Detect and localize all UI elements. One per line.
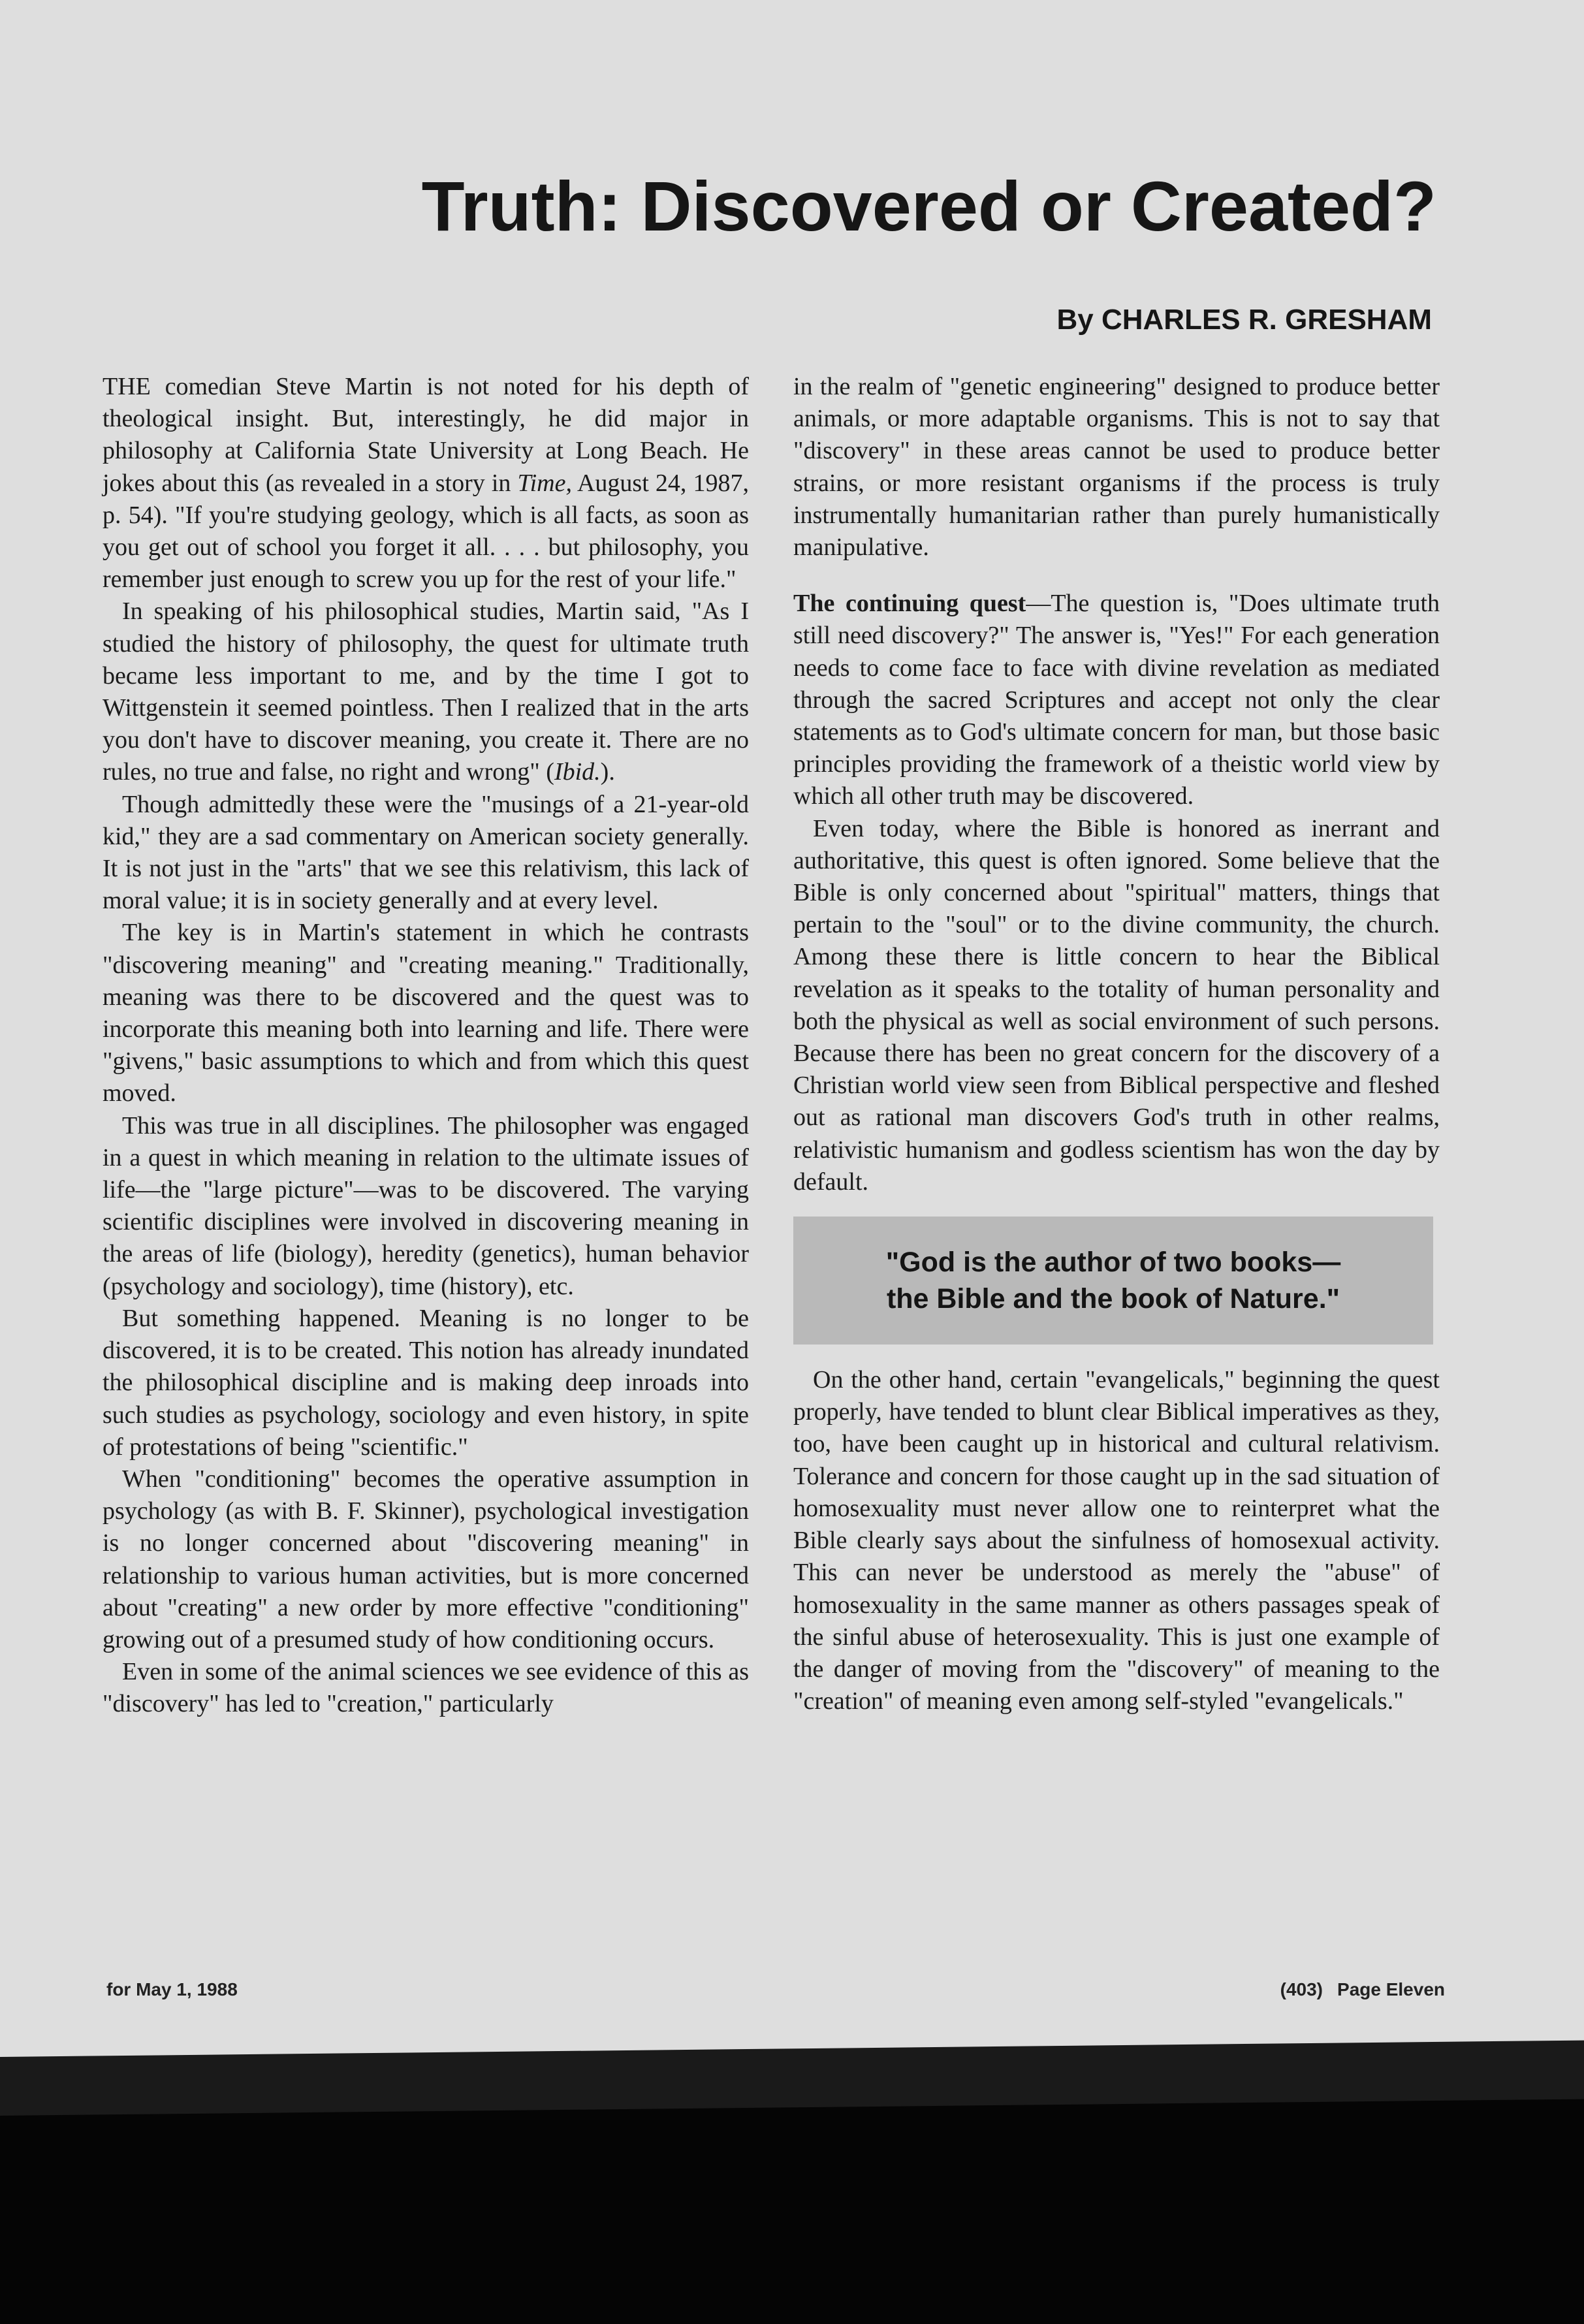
left-column: [103, 371, 749, 1721]
page-number: [1110, 1979, 1445, 2001]
paragraph: Though admittedly these were the "musings of a 21-year-old kid," they are a sad commentary on American society generally. It is not just in the "arts" that we see this relativism, this lack of moral value; it is in society generally and at every level.: [103, 790, 749, 915]
paragraph: Even today, where the Bible is honored as inerrant and authoritative, this quest is often ignored. Some believe that the Bible is only concerned about "spiritual" matters, things that pertain to the "soul" or to the divine community, the church. Among these there is little concern to hear the Biblical revelation as it speaks to the totality of human personality and both the physical as well as social environment of such persons. Because there has been no great concern for the discovery of a Christian world view seen from Biblical perspective and fleshed out as rational man discovers God's truth in other realms, relativistic humanism and godless scientism has won the day by default.: [793, 814, 1440, 1196]
pull-quote-text: "God is the author of two books—the Bible and the book of Nature.": [885, 1247, 1341, 1315]
pull-quote: [793, 1217, 1433, 1345]
paragraph: In speaking of his philosophical studies, Martin said, "As I studied the history of philosophy, the quest for ultimate truth became less important to me, and by the time I got to Wittgenstein it seemed pointless. Then I realized that in the arts you don't have to discover meaning, you create it. There are no rules, no true and false, no right and wrong" (Ibid.).: [103, 597, 749, 786]
paragraph: When "conditioning" becomes the operative assumption in psychology (as with B. F. Skinner), psychological investigation is no longer concerned about "discovering meaning" in relationship to various human activities, but is more concerned about "creating" a new order by more effective "conditioning" growing out of a presumed study of how conditioning occurs.: [103, 1465, 749, 1653]
page-label: Page Eleven: [1337, 1979, 1445, 1999]
paragraph: in the realm of "genetic engineering" designed to produce better animals, or more adaptable organisms. This is not to say that "discovery" in these areas cannot be used to produce better strains, or more resistant organisms if the process is truly instrumentally humanitarian rather than purely humanistically manipulative.: [793, 373, 1440, 562]
cited-source: Ibid.: [554, 758, 601, 786]
paragraph: Even in some of the animal sciences we see evidence of this as "discovery" has led to "creation," particularly: [103, 1658, 749, 1718]
paragraph: THE comedian Steve Martin is not noted for his depth of theological insight. But, interestingly, he did major in philosophy at California State University at Long Beach. He jokes about this (as revealed in a story in Time, August 24, 1987, p. 54). "If you're studying geology, which is all facts, as soon as you get out of school you forget it all. . . . but philosophy, you remember just enough to screw you up for the rest of your life.": [103, 373, 749, 594]
paragraph: The continuing quest—The question is, "Does ultimate truth still need discovery?" The answer is, "Yes!" For each generation needs to come face to face with divine revelation as mediated through the sacred Scriptures and accept not only the clear statements as to God's ultimate concern for man, but those basic principles providing the framework of a theistic world view by which all other truth may be discovered.: [793, 590, 1440, 810]
section-heading: The continuing quest: [793, 590, 1026, 618]
article-byline: By CHARLES R. GRESHAM: [1056, 304, 1432, 336]
cited-source: Time,: [517, 469, 572, 497]
issue-date: for May 1, 1988: [106, 1979, 238, 1999]
paragraph: The key is in Martin's statement in which he contrasts "discovering meaning" and "creating meaning." Traditionally, meaning was there to be discovered and the quest was to incorporate this meaning both into learning and life. There were "givens," basic assumptions to which and from which this quest moved.: [103, 919, 749, 1107]
paragraph: This was true in all disciplines. The philosopher was engaged in a quest in which meaning in relation to the ultimate issues of life—the "large picture"—was to be discovered. The varying scientific disciplines were involved in discovering meaning in the areas of life (biology), heredity (genetics), human behavior (psychology and sociology), time (history), etc.: [103, 1111, 749, 1300]
paragraph: On the other hand, certain "evangelicals," beginning the quest properly, have tended to blunt clear Biblical imperatives as they, too, have been caught up in historical and cultural relativism. Tolerance and concern for those caught up in the sad situation of homosexuality must never allow one to reinterpret what the Bible clearly says about the sinfulness of homosexual activity. This can never be understood as merely the "abuse" of homosexuality in the same manner as others passages speak of the sinful abuse of heterosexuality. This is just one example of the danger of moving from the "discovery" of meaning to the "creation" of meaning even among self-styled "evangelicals.": [793, 1366, 1440, 1715]
page-code: (403): [1280, 1979, 1323, 1999]
right-column: [793, 371, 1440, 1717]
paragraph: But something happened. Meaning is no longer to be discovered, it is to be created. This notion has already inundated the philosophical discipline and is making deep inroads into such studies as psychology, sociology and even history, in spite of protestations of being "scientific.": [103, 1304, 749, 1461]
article-title: Truth: Discovered or Created?: [421, 167, 1436, 246]
